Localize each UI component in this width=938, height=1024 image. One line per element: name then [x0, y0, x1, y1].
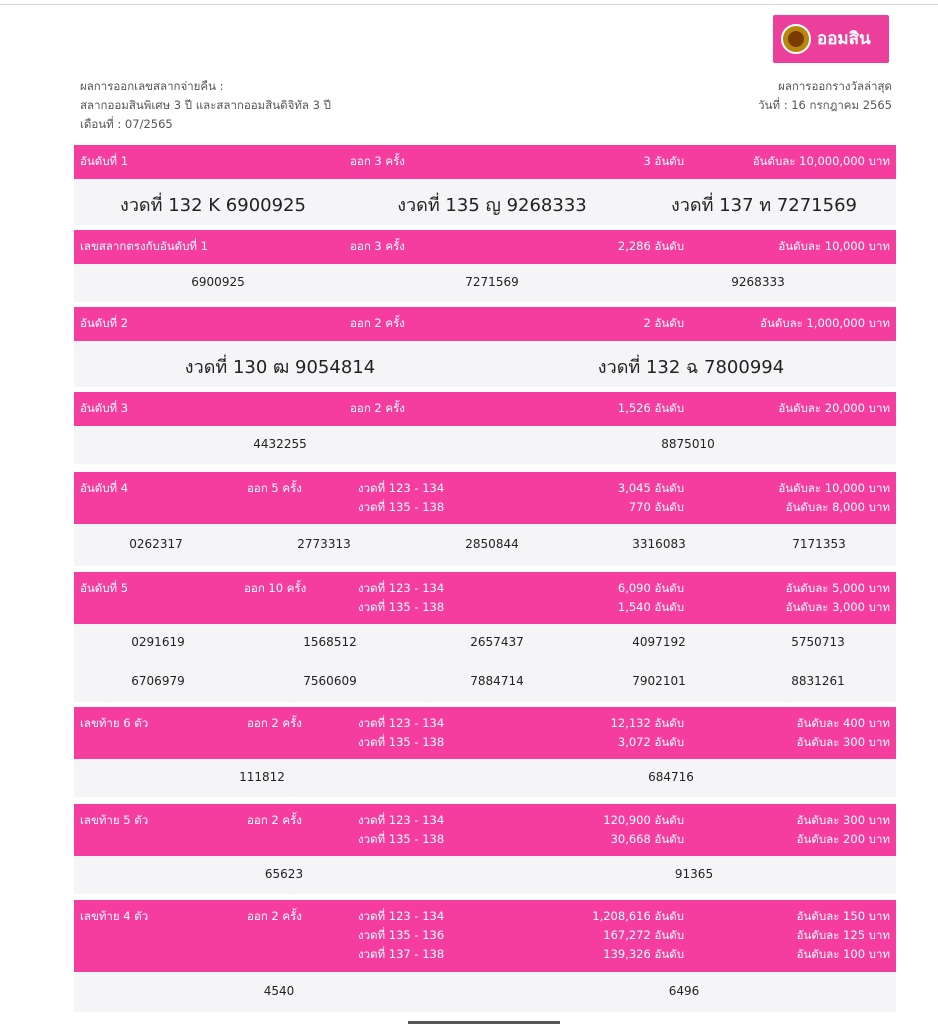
prize4-values	[74, 524, 896, 566]
prize-number: 8831261	[791, 674, 845, 688]
prize-amount: อันดับละ 8,000 บาท	[785, 500, 890, 514]
prize1-header	[74, 145, 896, 179]
prize-number: 2657437	[470, 635, 524, 649]
prize-number: 6706979	[131, 674, 185, 688]
prize-period: งวดที่ 123 - 134	[358, 581, 445, 595]
prize-count: 2,286 อันดับ	[617, 239, 684, 253]
prize-times: ออก 3 ครั้ง	[350, 154, 405, 168]
latest-date: วันที่ : 16 กรกฎาคม 2565	[758, 98, 892, 112]
prize-count: 1,208,616 อันดับ	[592, 909, 684, 923]
prize-times: ออก 2 ครั้ง	[350, 401, 405, 415]
result-title: ผลการออกเลขสลากจ่ายคืน :	[80, 79, 224, 93]
prize-number: 7560609	[303, 674, 357, 688]
prize-count: 770 อันดับ	[628, 500, 684, 514]
prize-period: งวดที่ 123 - 134	[358, 813, 445, 827]
emblem-icon	[781, 24, 811, 54]
prize-number: 7271569	[465, 275, 519, 289]
prize-amount: อันดับละ 1,000,000 บาท	[760, 316, 890, 330]
prize-number: 2850844	[465, 537, 519, 551]
prize-period: งวดที่ 135 - 138	[358, 500, 445, 514]
prize-number: งวดที่ 132 K 6900925	[120, 195, 306, 216]
prize-count: 139,326 อันดับ	[603, 947, 684, 961]
prize-number: 65623	[264, 867, 304, 881]
prize-count: 167,272 อันดับ	[603, 928, 684, 942]
prize-count: 120,900 อันดับ	[603, 813, 684, 827]
prize-count: 30,668 อันดับ	[610, 832, 684, 846]
prize-count: 12,132 อันดับ	[610, 716, 684, 730]
prize-times: ออก 2 ครั้ง	[247, 716, 302, 730]
last5-header	[74, 804, 896, 856]
prize-amount: อันดับละ 125 บาท	[796, 928, 890, 942]
prize-count: 6,090 อันดับ	[617, 581, 684, 595]
logo-text: ออมสิน	[817, 28, 871, 49]
prize-number: 8875010	[661, 437, 715, 451]
prize-number: 7902101	[632, 674, 686, 688]
prize-name: อันดับที่ 2	[80, 316, 129, 330]
prize-period: งวดที่ 135 - 138	[358, 600, 445, 614]
latest-title: ผลการออกรางวัลล่าสุด	[778, 79, 892, 93]
prize3-header	[74, 392, 896, 426]
prize-amount: อันดับละ 10,000 บาท	[778, 239, 890, 253]
result-header-left	[80, 77, 331, 134]
prize3-values	[74, 426, 896, 464]
prize-name: อันดับที่ 5	[80, 581, 129, 595]
last6-header	[74, 707, 896, 759]
prize5-header	[74, 572, 896, 624]
prize-number: 91365	[674, 867, 714, 881]
prize-name: เลขสลากตรงกับอันดับที่ 1	[80, 239, 208, 253]
prize-name: อันดับที่ 4	[80, 481, 129, 495]
prize-times: ออก 10 ครั้ง	[244, 581, 307, 595]
prize-number: 4540	[263, 984, 295, 998]
prize1-values	[74, 179, 896, 225]
prize-number: งวดที่ 135 ญ 9268333	[397, 195, 587, 216]
prize-amount: อันดับละ 100 บาท	[796, 947, 890, 961]
last6-values	[74, 759, 896, 797]
prize-number: งวดที่ 130 ฒ 9054814	[184, 357, 376, 378]
prize2-header	[74, 307, 896, 341]
prize-number: 3316083	[632, 537, 686, 551]
prize-amount: อันดับละ 3,000 บาท	[785, 600, 890, 614]
prize-number: 4097192	[632, 635, 686, 649]
near1-header	[74, 230, 896, 264]
prize-count: 1,526 อันดับ	[617, 401, 684, 415]
prize-count: 3 อันดับ	[643, 154, 684, 168]
prize-count: 1,540 อันดับ	[617, 600, 684, 614]
prize-number: 6496	[668, 984, 700, 998]
prize-amount: อันดับละ 10,000 บาท	[778, 481, 890, 495]
prize-number: งวดที่ 137 ท 7271569	[670, 195, 858, 216]
prize-period: งวดที่ 137 - 138	[358, 947, 445, 961]
prize4-header	[74, 472, 896, 524]
prize-count: 2 อันดับ	[643, 316, 684, 330]
last4-header	[74, 900, 896, 972]
prize-number: 0291619	[131, 635, 185, 649]
prize-name: อันดับที่ 3	[80, 401, 129, 415]
top-divider	[0, 4, 938, 5]
prize-number: 684716	[648, 770, 694, 784]
prize-name: เลขท้าย 4 ตัว	[80, 909, 149, 923]
prize-amount: อันดับละ 300 บาท	[796, 735, 890, 749]
result-subtitle: สลากออมสินพิเศษ 3 ปี และสลากออมสินดิจิทัล 3 ปี	[80, 98, 331, 112]
prize-times: ออก 3 ครั้ง	[350, 239, 405, 253]
prize-times: ออก 2 ครั้ง	[350, 316, 405, 330]
prize-times: ออก 2 ครั้ง	[247, 909, 302, 923]
prize-amount: อันดับละ 150 บาท	[796, 909, 890, 923]
prize-number: 7884714	[470, 674, 524, 688]
prize-name: เลขท้าย 6 ตัว	[80, 716, 149, 730]
prize-number: 9268333	[731, 275, 785, 289]
prize-times: ออก 2 ครั้ง	[247, 813, 302, 827]
prize-period: งวดที่ 123 - 134	[358, 481, 445, 495]
prize-name: อันดับที่ 1	[80, 154, 129, 168]
prize-amount: อันดับละ 5,000 บาท	[785, 581, 890, 595]
prize-number: 2773313	[297, 537, 351, 551]
prize-period: งวดที่ 135 - 138	[358, 832, 445, 846]
gsb-logo[interactable]	[773, 15, 889, 63]
prize-period: งวดที่ 135 - 136	[358, 928, 445, 942]
prize-number: 1568512	[303, 635, 357, 649]
prize-number: 4432255	[253, 437, 307, 451]
prize-number: 111812	[239, 770, 285, 784]
prize-number: 5750713	[791, 635, 845, 649]
near1-values	[74, 264, 896, 302]
prize-period: งวดที่ 123 - 134	[358, 909, 445, 923]
prize-amount: อันดับละ 200 บาท	[796, 832, 890, 846]
prize-amount: อันดับละ 400 บาท	[796, 716, 890, 730]
last5-values	[74, 856, 896, 894]
prize-amount: อันดับละ 10,000,000 บาท	[752, 154, 890, 168]
prize2-values	[74, 341, 896, 387]
last4-values	[74, 972, 896, 1012]
prize5-values	[74, 624, 896, 702]
prize-number: 0262317	[129, 537, 183, 551]
prize-period: งวดที่ 123 - 134	[358, 716, 445, 730]
prize-amount: อันดับละ 20,000 บาท	[778, 401, 890, 415]
prize-period: งวดที่ 135 - 138	[358, 735, 445, 749]
prize-name: เลขท้าย 5 ตัว	[80, 813, 149, 827]
prize-count: 3,072 อันดับ	[617, 735, 684, 749]
result-month: เดือนที่ : 07/2565	[80, 117, 173, 131]
prize-amount: อันดับละ 300 บาท	[796, 813, 890, 827]
prize-number: งวดที่ 132 ฉ 7800994	[597, 357, 785, 378]
prize-number: 6900925	[191, 275, 245, 289]
prize-times: ออก 5 ครั้ง	[247, 481, 302, 495]
prize-count: 3,045 อันดับ	[617, 481, 684, 495]
result-header-right	[758, 77, 892, 115]
prize-number: 7171353	[792, 537, 846, 551]
